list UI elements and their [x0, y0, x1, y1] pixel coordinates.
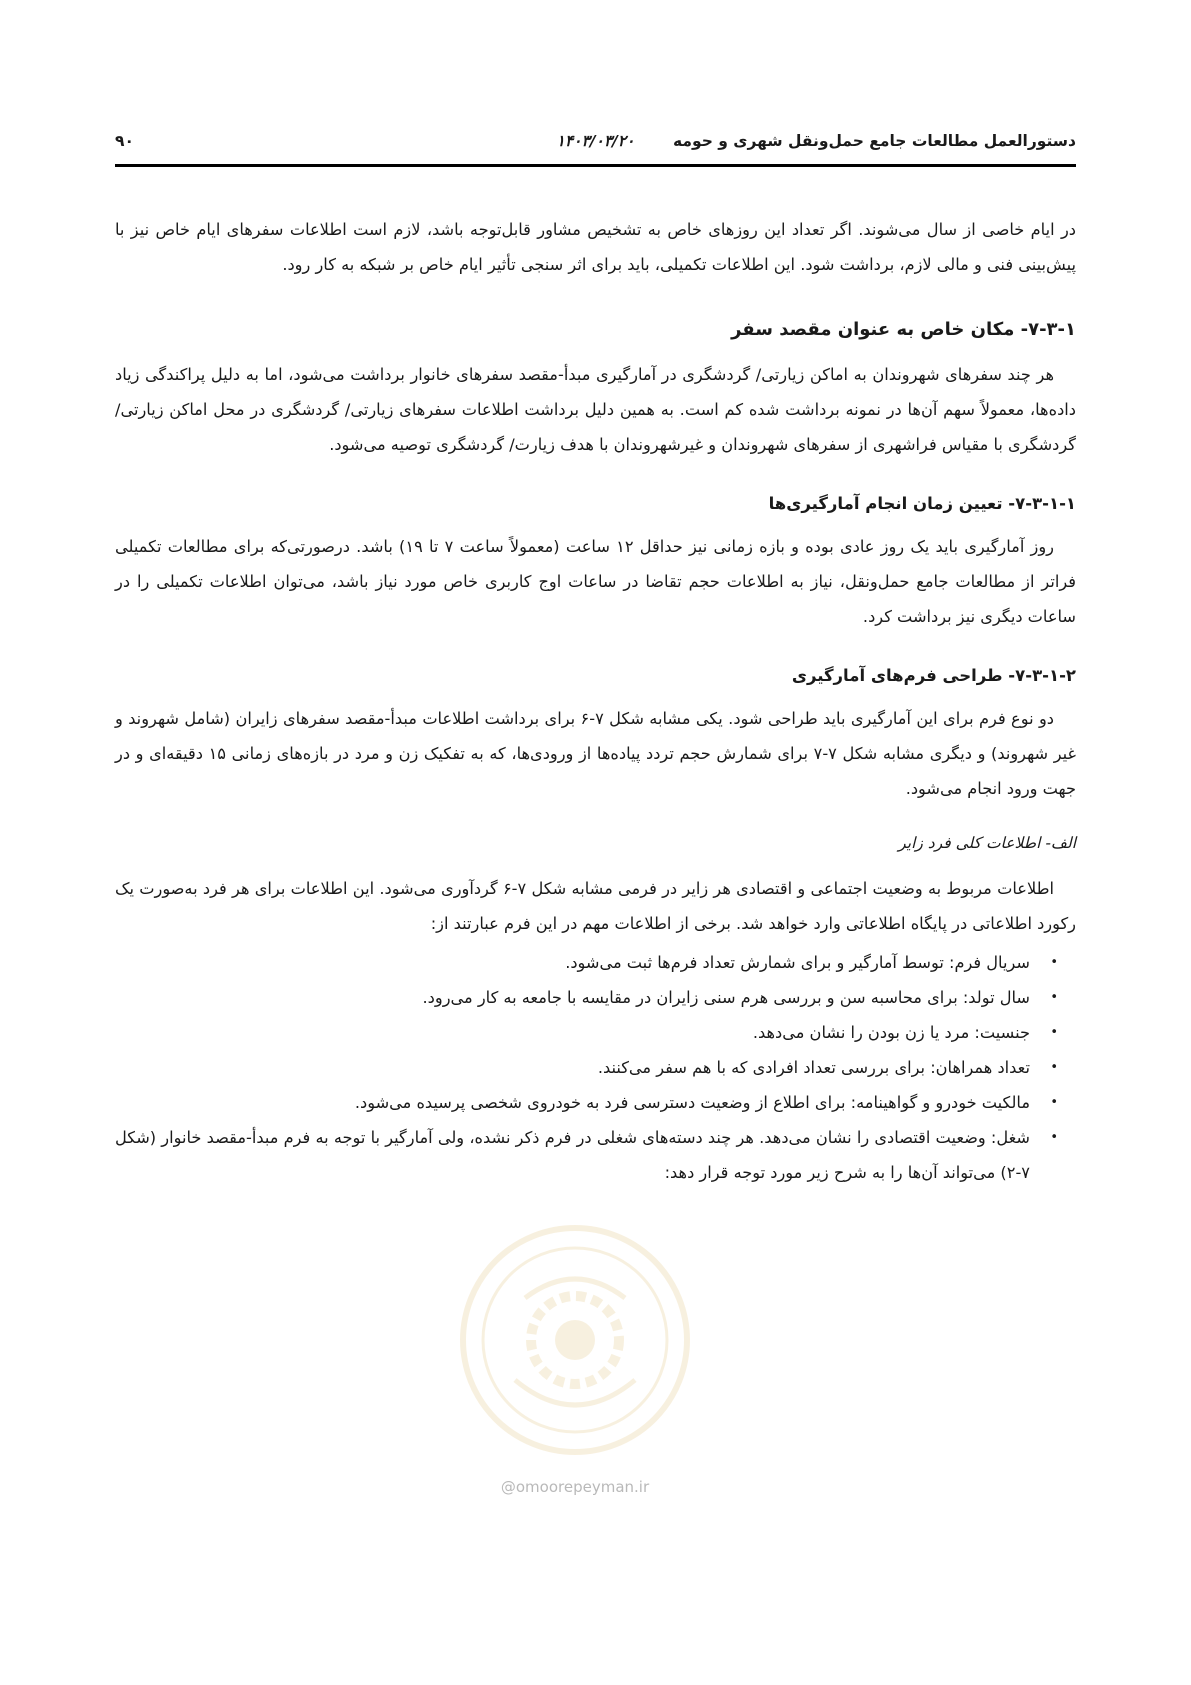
list-item	[115, 945, 1076, 980]
list-item	[115, 1120, 1076, 1190]
section-heading-7-3-1-1: ۷-۳-۱-۱- تعیین زمان انجام آمارگیری‌ها	[768, 494, 1076, 513]
list-item-text: تعداد همراهان: برای بررسی تعداد افرادی که با هم سفر می‌کنند.	[597, 1058, 1030, 1077]
document-date: ۱۴۰۳/۰۳/۲۰	[556, 132, 635, 150]
list-item-text: سال تولد: برای محاسبه سن و بررسی هرم سنی زایران در مقایسه با جامعه به کار می‌رود.	[422, 988, 1030, 1007]
bullet-icon: •	[1050, 1095, 1058, 1110]
section-paragraph-7-3-1-2: دو نوع فرم برای این آمارگیری باید طراحی شود. یکی مشابه شکل ۷-۶ برای برداشت اطلاعات مبدأ-مقصد سفرهای زایران (شامل شهروند و غیر شهروند) و دیگری مشابه شکل ۷-۷ برای شمارش حجم تردد پیاده‌ها از ورودی‌ها، که به تفکیک زن و مرد در بازه‌های زمانی ۱۵ دقیقه‌ای و در جهت ورود انجام می‌شود.	[115, 709, 1076, 798]
watermark-handle: @omoorepeyman.ir	[500, 1478, 650, 1496]
bullet-icon: •	[1050, 990, 1058, 1005]
section-heading-7-3-1-2: ۷-۳-۱-۲- طراحی فرم‌های آمارگیری	[791, 666, 1076, 685]
list-item-text: سریال فرم: توسط آمارگیر و برای شمارش تعداد فرم‌ها ثبت می‌شود.	[565, 953, 1030, 972]
section-paragraph-7-3-1-1: روز آمارگیری باید یک روز عادی بوده و بازه زمانی نیز حداقل ۱۲ ساعت (معمولاً ساعت ۷ تا ۱۹) باشد. درصورتی‌که برای مطالعات تکمیلی فراتر از مطالعات جامع حمل‌ونقل، نیاز به اطلاعات حجم تقاضا در ساعات اوج کاربری خاص مورد نیاز باشد، می‌توان اطلاعات تکمیلی را در ساعات دیگری نیز برداشت کرد.	[115, 537, 1076, 626]
field-list	[115, 945, 1076, 1190]
intro-paragraph: در ایام خاصی از سال می‌شوند. اگر تعداد این روزهای خاص به تشخیص مشاور قابل‌توجه باشد، لازم است اطلاعات سفرهای ایام خاص نیز با پیش‌بینی فنی و مالی لازم، برداشت شود. این اطلاعات تکمیلی، باید برای اثر سنجی تأثیر ایام خاص بر شبکه به کار رود.	[115, 220, 1076, 274]
list-item	[115, 980, 1076, 1015]
list-item-text: جنسیت: مرد یا زن بودن را نشان می‌دهد.	[752, 1023, 1030, 1042]
page-number: ۹۰	[115, 132, 134, 150]
section-paragraph-7-3-1: هر چند سفرهای شهروندان به اماکن زیارتی/ گردشگری در آمارگیری مبدأ-مقصد سفرهای خانوار برداشت می‌شود، اما به دلیل پراکندگی زیاد داده‌ها، معمولاً سهم آن‌ها در نمونه برداشت شده کم است. به همین دلیل برداشت اطلاعات سفرهای زیارتی/ گردشگری در محل اماکن زیارتی/ گردشگری با مقیاس فراشهری از سفرهای شهروندان و غیرشهروندان با هدف زیارت/ گردشگری توصیه می‌شود.	[115, 365, 1076, 454]
document-title: دستورالعمل مطالعات جامع حمل‌ونقل شهری و حومه	[673, 132, 1076, 150]
bullet-icon: •	[1050, 1025, 1058, 1040]
list-item-text: شغل: وضعیت اقتصادی را نشان می‌دهد. هر چند دسته‌های شغلی در فرم ذکر نشده، ولی آمارگیر با توجه به فرم مبدأ-مقصد خانوار (شکل ۷-۲) می‌تواند آن‌ها را به شرح زیر مورد توجه قرار دهد:	[115, 1128, 1030, 1182]
list-item-text: مالکیت خودرو و گواهینامه: برای اطلاع از وضعیت دسترسی فرد به خودروی شخصی پرسیده می‌شود.	[354, 1093, 1030, 1112]
bullet-icon: •	[1050, 955, 1058, 970]
page-header	[115, 130, 1076, 166]
subheading-alef: الف- اطلاعات کلی فرد زایر	[898, 834, 1076, 852]
list-item	[115, 1050, 1076, 1085]
bullet-icon: •	[1050, 1130, 1058, 1145]
alef-paragraph: اطلاعات مربوط به وضعیت اجتماعی و اقتصادی هر زایر در فرمی مشابه شکل ۷-۶ گردآوری می‌شود. این اطلاعات برای هر فرد به‌صورت یک رکورد اطلاعاتی در پایگاه اطلاعاتی وارد خواهد شد. برخی از اطلاعات مهم در این فرم عبارتند از:	[115, 879, 1076, 933]
list-item	[115, 1015, 1076, 1050]
seal-emblem-icon	[455, 1220, 695, 1460]
header-divider	[115, 164, 1076, 167]
list-item	[115, 1085, 1076, 1120]
page-body	[115, 212, 1076, 1190]
bullet-icon: •	[1050, 1060, 1058, 1075]
section-heading-7-3-1: ۷-۳-۱- مکان خاص به عنوان مقصد سفر	[731, 319, 1076, 340]
